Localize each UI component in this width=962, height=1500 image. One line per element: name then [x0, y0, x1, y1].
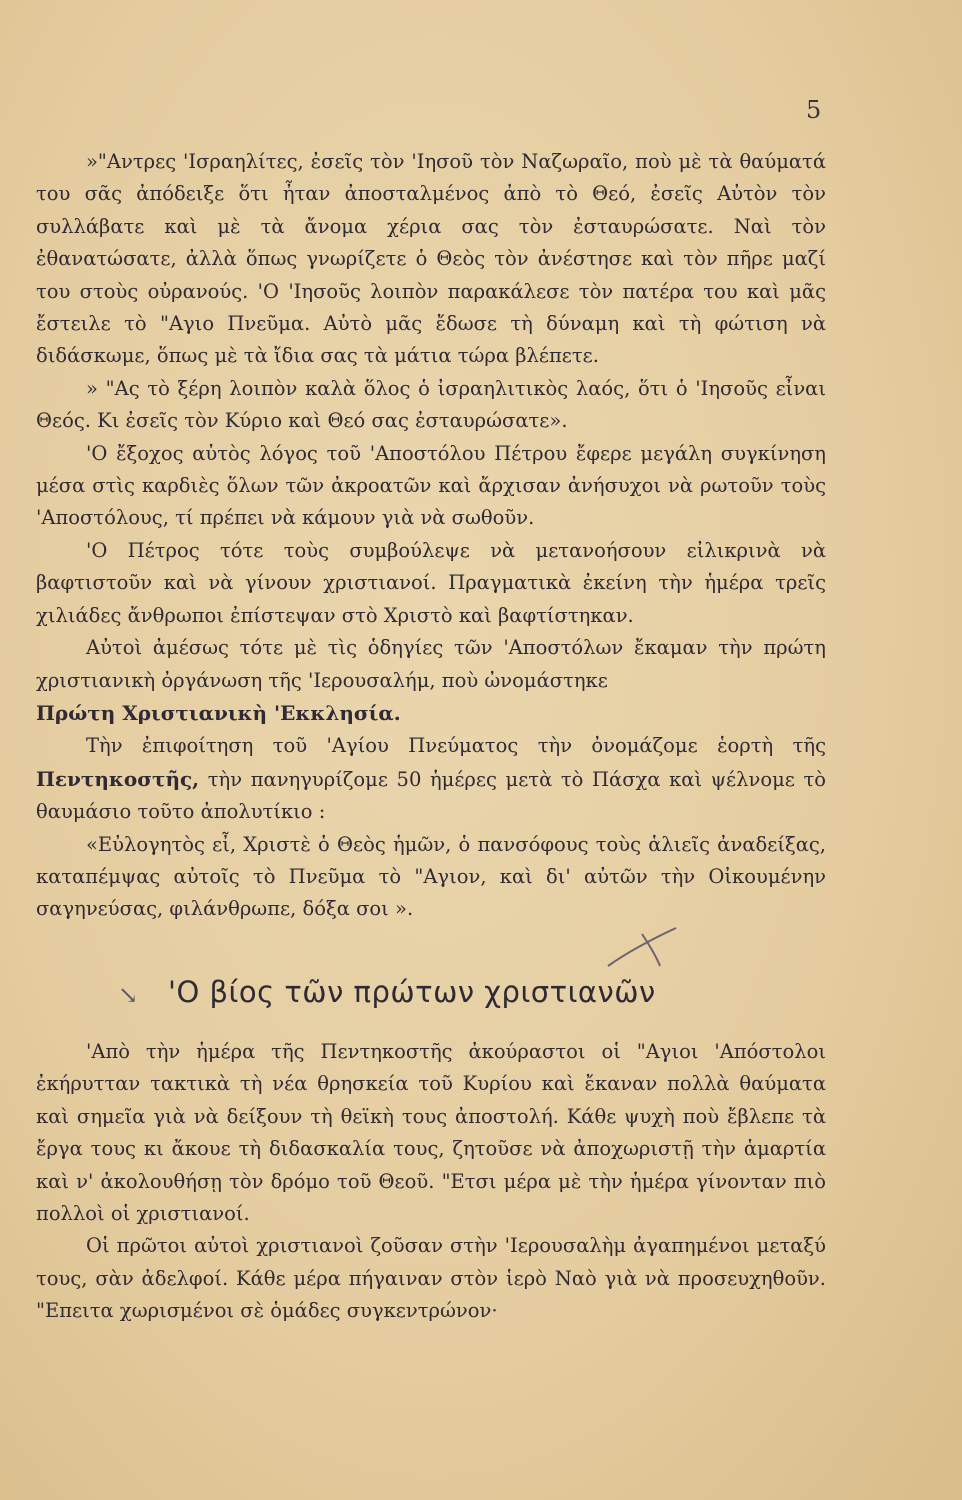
pen-mark-icon — [598, 922, 688, 972]
paragraph-speech: »"Αντρες 'Ισραηλίτες, ἐσεῖς τὸν 'Ιησοῦ τὸν Ναζωραῖο, ποὺ μὲ τὰ θαύματά του σᾶς ἀπόδειξε ὅτι ἦταν ἀποσταλμένος ἀπὸ τὸ Θεό, ἐσεῖς Αὐτὸν τὸν συλλάβατε καὶ μὲ τὰ ἄνομα χέρια σας τὸν ἐσταυρώσατε. Ναὶ τὸν ἐθανατώσατε, ἀλλὰ ὅπως γνωρίζετε ὁ Θεὸς τὸν ἀνέστησε καὶ τὸν πῆρε μαζί του στοὺς οὐρανούς. 'Ο 'Ιησοῦς λοιπὸν παρακάλεσε τὸν πατέρα του καὶ μᾶς ἔστειλε τὸ "Αγιο Πνεῦμα. Αὐτὸ μᾶς ἔδωσε τὴ δύναμη καὶ τὴ φώτιση νὰ διδάσκωμε, ὅπως μὲ τὰ ἴδια σας τὰ μάτια τώρα βλέπετε. — [36, 150, 826, 368]
page-number: 5 — [806, 96, 822, 124]
paragraph-pentecost-text-b: τὴν πανηγυρίζομε 50 ἡμέρες μετὰ τὸ Πάσχα καὶ ψέλνομε τὸ θαυμάσιο τοῦτο ἀπολυτίκιο : — [36, 767, 826, 824]
section-title: 'Ο βίος τῶν πρώτων χριστιανῶν — [168, 975, 656, 1009]
paragraph-first-church — [36, 632, 826, 730]
paragraph-first-church-text: Αὐτοὶ ἀμέσως τότε μὲ τὶς ὁδηγίες τῶν 'Αποστόλων ἔκαμαν τὴν πρώτη χριστιανικὴ ὀργάνωση τῆς 'Ιερουσαλήμ, ποὺ ὠνομάστηκε — [36, 636, 826, 692]
paragraph-pentecost-text-a: Τὴν ἐπιφοίτηση τοῦ 'Αγίου Πνεύματος τὴν ὀνομάζομε ἑορτὴ τῆς — [86, 734, 826, 758]
paragraph-baptism: 'Ο Πέτρος τότε τοὺς συμβούλεψε νὰ μετανοήσουν εἰλικρινὰ νὰ βαφτιστοῦν καὶ νὰ γίνουν χριστιανοί. Πραγματικὰ ἐκείνη τὴν ἡμέρα τρεῖς χιλιάδες ἄνθρωποι ἐπίστεψαν στὸ Χριστὸ καὶ βαφτίστηκαν. — [36, 538, 826, 627]
paragraph-reaction: 'Ο ἔξοχος αὐτὸς λόγος τοῦ 'Αποστόλου Πέτρου ἔφερε μεγάλη συγκίνηση μέσα στὶς καρδιὲς ὅλων τῶν ἀκροατῶν καὶ ἄρχισαν ἀνήσυχοι νὰ ρωτοῦν τοὺς 'Αποστόλους, τί πρέπει νὰ κάμουν γιὰ νὰ σωθοῦν. — [36, 441, 826, 530]
main-text — [36, 146, 826, 926]
paragraph-pentecost — [36, 730, 826, 828]
paragraph-first-christians: Οἱ πρῶτοι αὐτοὶ χριστιανοὶ ζοῦσαν στὴν 'Ιερουσαλὴμ ἀγαπημένοι μεταξύ τους, σὰν ἀδελφοί. Κάθε μέρα πήγαιναν στὸν ἱερὸ Ναὸ γιὰ νὰ προσευχηθοῦν. "Επειτα χωρισμένοι σὲ ὁμάδες συγκεντρώνον· — [36, 1234, 826, 1323]
first-church-emphasis: Πρώτη Χριστιανικὴ 'Εκκλησία. — [36, 700, 401, 725]
section-marker-icon: ↘ — [118, 981, 139, 1009]
section-text — [36, 1036, 826, 1328]
paragraph-apostles: 'Απὸ τὴν ἡμέρα τῆς Πεντηκοστῆς ἀκούραστοι οἱ "Αγιοι 'Απόστολοι ἐκήρυτταν τακτικὰ τὴ νέα θρησκεία τοῦ Κυρίου καὶ ἔκαναν πολλὰ θαύματα καὶ σημεῖα γιὰ νὰ δείξουν τὴ θεϊκὴ τους ἀποστολή. Κάθε ψυχὴ ποὺ ἔβλεπε τὰ ἔργα τους κι ἄκουε τὴ διδασκαλία τους, ζητοῦσε νὰ ἀποχωριστῇ τὴν ἁμαρτία καὶ ν' ἀκολουθήσῃ τὸν δρόμο τοῦ Θεοῦ. "Ετσι μέρα μὲ τὴν ἡμέρα γίνονταν πιὸ πολλοὶ οἱ χριστιανοί. — [36, 1040, 826, 1226]
section-heading — [40, 975, 830, 1023]
pentecost-emphasis: Πεντηκοστῆς, — [36, 766, 200, 791]
paragraph-speech-end: » "Ας τὸ ξέρη λοιπὸν καλὰ ὅλος ὁ ἰσραηλιτικὸς λαός, ὅτι ὁ 'Ιησοῦς εἶναι Θεός. Κι ἐσεῖς τὸν Κύριο καὶ Θεό σας ἐσταυρώσατε». — [36, 376, 826, 433]
paragraph-hymn: «Εὐλογητὸς εἶ, Χριστὲ ὁ Θεὸς ἡμῶν, ὁ πανσόφους τοὺς ἁλιεῖς ἀναδείξας, καταπέμψας αὐτοῖς τὸ Πνεῦμα τὸ "Αγιον, καὶ δι' αὐτῶν τὴν Οἰκουμένην σαγηνεύσας, φιλάνθρωπε, δόξα σοι ». — [36, 832, 826, 921]
